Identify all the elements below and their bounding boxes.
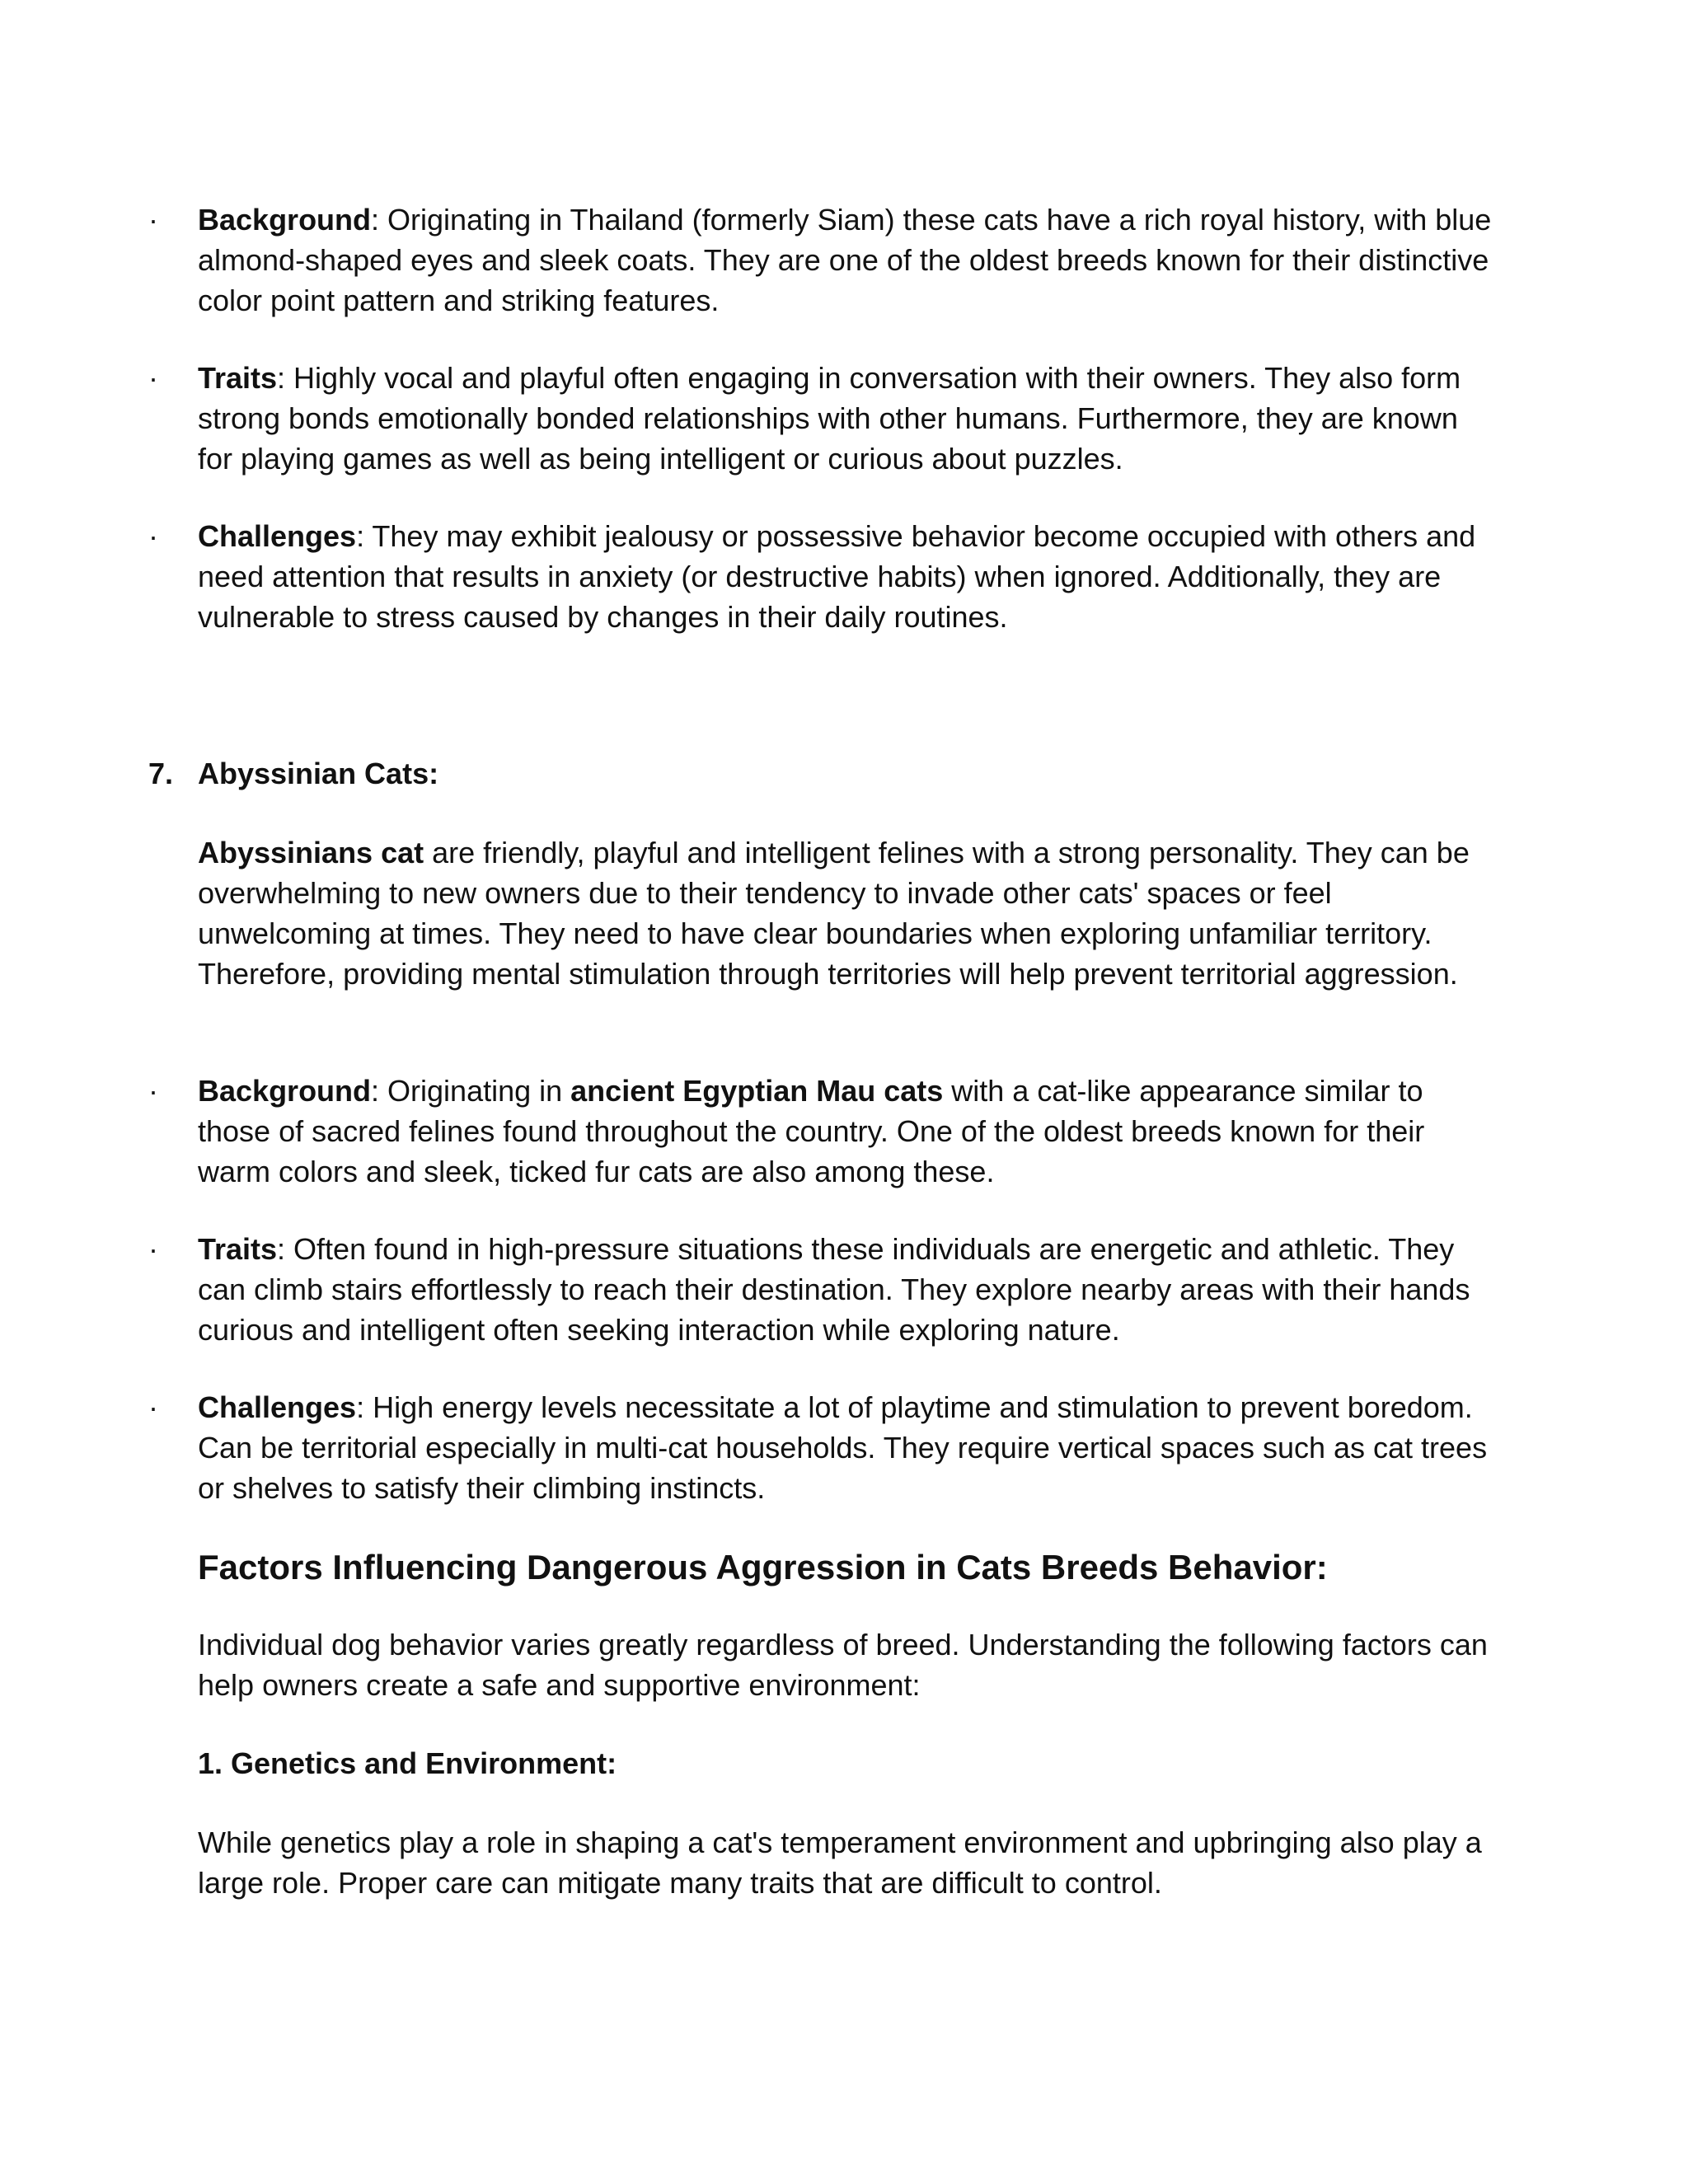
bullet-text: with a cat-like appearance similar to those of sacred felines found throughout the country. One of the oldest breeds known for their warm colors and sleek, ticked fur cats are also among these. <box>198 1074 1425 1188</box>
siamese-traits-paragraph <box>198 358 1500 479</box>
bullet-text: : High energy levels necessitate a lot of playtime and stimulation to prevent boredom. Can be territorial especially in multi-cat households. They require vertical spaces such as cat trees or shelves to satisfy their climbing instincts. <box>198 1390 1488 1505</box>
bullet-dot: · <box>148 519 158 553</box>
subheading-genetics: 1. Genetics and Environment: <box>198 1746 617 1780</box>
intro-bold-lead: Abyssinians cat <box>198 836 424 869</box>
bullet-dot: · <box>148 361 158 395</box>
bullet-text: : Originating in <box>371 1074 571 1108</box>
genetics-paragraph: While genetics play a role in shaping a cat's temperament environment and upbringing also play a large role. Proper care can mitigate many traits that are difficult to control. <box>198 1825 1482 1900</box>
abyssinian-background-paragraph <box>198 1071 1500 1192</box>
bullet-dot: · <box>148 1074 158 1108</box>
bullet-label: Challenges <box>198 519 357 553</box>
abyssinian-traits-paragraph <box>198 1229 1500 1350</box>
bullet-dot: · <box>148 1232 158 1266</box>
bullet-label: Traits <box>198 361 278 395</box>
list-number: 7. <box>148 757 174 790</box>
abyssinian-challenges-paragraph <box>198 1387 1500 1508</box>
bullet-text: : Highly vocal and playful often engaging in conversation with their owners. They also form strong bonds emotionally bonded relationships with other humans. Furthermore, they are known for playing games as well as being intelligent or curious about puzzles. <box>198 361 1461 476</box>
bullet-text: : Originating in Thailand (formerly Siam) these cats have a rich royal history, with blue almond-shaped eyes and sleek coats. They are one of the oldest breeds known for their distinctive color point pattern and striking features. <box>198 203 1492 317</box>
bullet-label: Challenges <box>198 1390 357 1424</box>
bullet-text: : They may exhibit jealousy or possessive behavior become occupied with others and need attention that results in anxiety (or destructive habits) when ignored. Additionally, they are vulnerable to stress caused by changes in their daily routines. <box>198 519 1476 634</box>
factors-intro-paragraph: Individual dog behavior varies greatly regardless of breed. Understanding the following factors can help owners create a safe and supportive environment: <box>198 1628 1488 1702</box>
bullet-dot: · <box>148 1390 158 1424</box>
bullet-label: Background <box>198 203 372 237</box>
siamese-challenges-paragraph <box>198 516 1500 637</box>
bullet-dot: · <box>148 203 158 237</box>
abyssinian-intro-paragraph <box>198 832 1500 994</box>
section-heading-factors: Factors Influencing Dangerous Aggression in Cats Breeds Behavior: <box>198 1548 1328 1586</box>
intro-text: are friendly, playful and intelligent felines with a strong personality. They can be overwhelming to new owners due to their tendency to invade other cats' spaces or feel unwelcoming at times. They need to have clear boundaries when exploring unfamiliar territory. Therefore, providing mental stimulation through territories will help prevent territorial aggression. <box>198 836 1470 991</box>
bullet-bold-phrase: ancient Egyptian Mau cats <box>570 1074 944 1108</box>
bullet-label: Background <box>198 1074 372 1108</box>
section-heading-abyssinian: Abyssinian Cats: <box>198 757 439 790</box>
bullet-text: : Often found in high-pressure situations these individuals are energetic and athletic. They can climb stairs effortlessly to reach their destination. They explore nearby areas with their hands curious and intelligent often seeking interaction while exploring nature. <box>198 1232 1470 1347</box>
bullet-label: Traits <box>198 1232 278 1266</box>
siamese-background-paragraph <box>198 199 1500 321</box>
